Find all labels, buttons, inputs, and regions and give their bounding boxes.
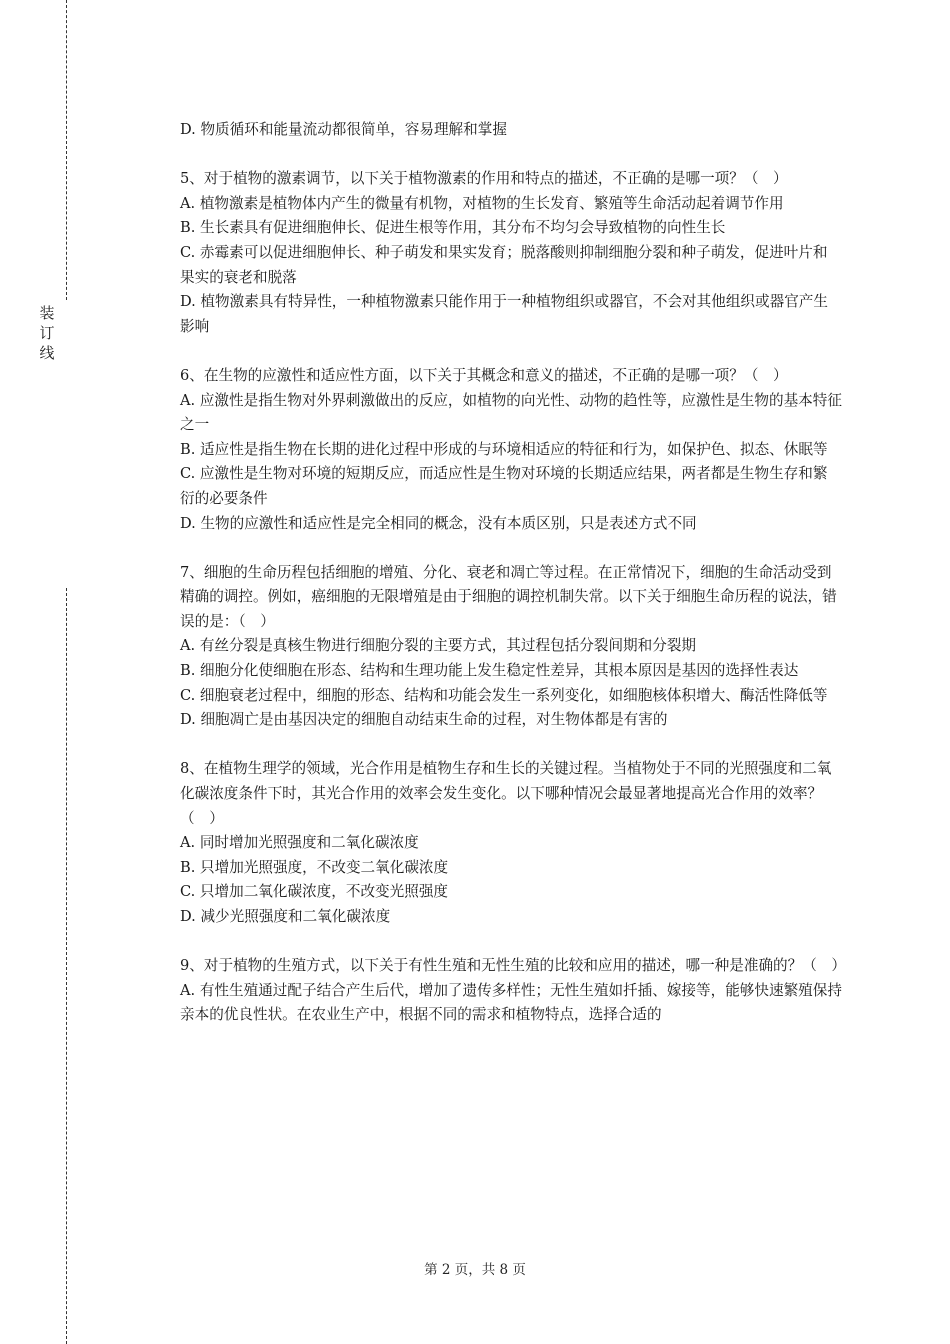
binding-line-bottom	[66, 588, 67, 1344]
question-5	[180, 167, 842, 339]
option-a: A. 植物激素是植物体内产生的微量有机物，对植物的生长发育、繁殖等生命活动起着调节作用	[180, 194, 784, 212]
question-4-option-d: D. 物质循环和能量流动都很简单，容易理解和掌握	[180, 121, 507, 138]
question-7	[180, 561, 842, 733]
option-b: B. 生长素具有促进细胞伸长、促进生根等作用，其分布不均匀会导致植物的向性生长	[180, 219, 726, 237]
question-stem: 5、对于植物的激素调节，以下关于植物激素的作用和特点的描述，不正确的是哪一项？（ ）	[180, 170, 788, 188]
question-8	[180, 757, 842, 929]
question-stem: 8、在植物生理学的领域，光合作用是植物生存和生长的关键过程。当植物处于不同的光照强度和二氧化碳浓度条件下时，其光合作用的效率会发生变化。以下哪种情况会最显著地提高光合作用的效率？（ ）	[180, 760, 832, 827]
option-a: A. 有性生殖通过配子结合产生后代，增加了遗传多样性；无性生殖如扦插、嫁接等，能够快速繁殖保持亲本的优良性状。在农业生产中，根据不同的需求和植物特点，选择合适的	[180, 981, 842, 1024]
question-stem: 7、细胞的生命历程包括细胞的增殖、分化、衰老和凋亡等过程。在正常情况下，细胞的生命活动受到精确的调控。例如，癌细胞的无限增殖是由于细胞的调控机制失常。以下关于细胞生命历程的说法，错误的是：（ ）	[180, 563, 837, 630]
binding-char: 装	[39, 304, 55, 322]
option-d: D. 细胞凋亡是由基因决定的细胞自动结束生命的过程，对生物体都是有害的	[180, 711, 668, 729]
option-d: D. 植物激素具有特异性，一种植物激素只能作用于一种植物组织或器官，不会对其他组织或器官产生影响	[180, 293, 828, 335]
question-stem: 6、在生物的应激性和适应性方面，以下关于其概念和意义的描述，不正确的是哪一项？（ ）	[180, 366, 788, 384]
option-b: B. 只增加光照强度，不改变二氧化碳浓度	[180, 858, 449, 876]
question-6	[180, 364, 842, 536]
option-a: A. 有丝分裂是真核生物进行细胞分裂的主要方式，其过程包括分裂间期和分裂期	[180, 637, 697, 655]
page-footer: 第 2 页，共 8 页	[424, 1262, 526, 1278]
option-c: C. 只增加二氧化碳浓度，不改变光照强度	[180, 883, 449, 901]
binding-char: 线	[39, 344, 55, 362]
option-b: B. 细胞分化使细胞在形态、结构和生理功能上发生稳定性差异，其根本原因是基因的选择性表达	[180, 662, 799, 680]
page-content	[180, 118, 847, 1028]
option-d: D. 生物的应激性和适应性是完全相同的概念，没有本质区别，只是表述方式不同	[180, 514, 697, 532]
option-a: A. 同时增加光照强度和二氧化碳浓度	[180, 834, 419, 852]
option-c: C. 赤霉素可以促进细胞伸长、种子萌发和果实发育；脱落酸则抑制细胞分裂和种子萌发，促进叶片和果实的衰老和脱落	[180, 243, 828, 286]
option-a: A. 应激性是指生物对外界刺激做出的反应，如植物的向光性、动物的趋性等，应激性是生物的基本特征之一	[180, 391, 842, 434]
option-c: C. 应激性是生物对环境的短期反应，而适应性是生物对环境的长期适应结果，两者都是生物生存和繁衍的必要条件	[180, 465, 828, 507]
option-d: D. 减少光照强度和二氧化碳浓度	[180, 908, 391, 925]
question-9	[180, 954, 847, 1028]
option-b: B. 适应性是指生物在长期的进化过程中形成的与环境相适应的特征和行为，如保护色、拟态、休眠等	[180, 440, 828, 458]
question-stem: 9、对于植物的生殖方式，以下关于有性生殖和无性生殖的比较和应用的描述，哪一种是准确的？（ ）	[180, 957, 847, 975]
binding-label	[37, 303, 57, 363]
binding-char: 订	[39, 324, 55, 342]
binding-line-top	[66, 0, 67, 300]
option-c: C. 细胞衰老过程中，细胞的形态、结构和功能会发生一系列变化，如细胞核体积增大、酶活性降低等	[180, 686, 828, 704]
